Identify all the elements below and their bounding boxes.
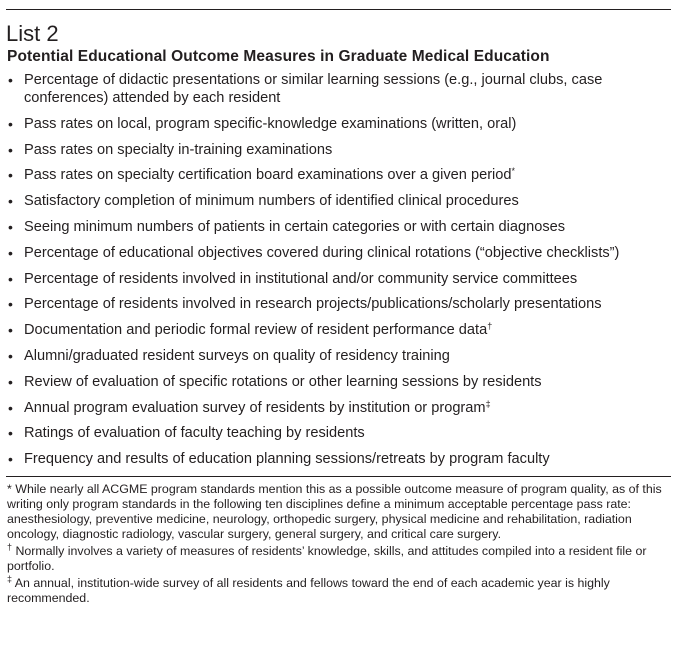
list-item-text: Documentation and periodic formal review of resident performance data xyxy=(24,322,488,339)
bullet-icon: • xyxy=(8,72,13,88)
bullet-icon: • xyxy=(8,322,13,339)
list-heading: Potential Educational Outcome Measures in Graduate Medical Education xyxy=(7,48,550,65)
list-item xyxy=(6,321,671,339)
bullet-icon: • xyxy=(8,141,13,158)
list-item-text: Seeing minimum numbers of patients in certain categories or with certain diagnoses xyxy=(24,218,566,235)
footnote xyxy=(7,573,671,606)
list-label: List 2 xyxy=(6,21,59,46)
list-item xyxy=(6,347,671,365)
bullet-icon: • xyxy=(8,193,13,210)
bullet-icon: • xyxy=(8,425,13,442)
footnotes xyxy=(6,482,671,606)
footnote-text: An annual, institution-wide survey of all residents and fellows toward the end of each academic year is highly recommended. xyxy=(7,575,610,605)
list-item-text: Percentage of residents involved in research projects/publications/scholarly presentations xyxy=(24,296,602,313)
footnote xyxy=(7,482,671,542)
top-rule xyxy=(6,9,671,10)
bullet-icon: • xyxy=(8,399,13,416)
list-item xyxy=(6,141,671,159)
list-item xyxy=(6,450,671,468)
footnote-text: While nearly all ACGME program standards mention this as a possible outcome measure of program quality, as of this writing only program standards in the following ten disciplines define a minimum acceptable percentage pass rate: anesthesiology, preventive medicine, neurology, orthopedic surgery, physical medicine and rehabilitation, radiation oncology, diagnostic radiology, vascular surgery, general surgery, and critical care surgery. xyxy=(7,481,662,541)
list-item-text: Annual program evaluation survey of residents by institution or program xyxy=(24,399,486,416)
footnote-text: Normally involves a variety of measures of residents’ knowledge, skills, and attitudes compiled into a resident file or portfolio. xyxy=(7,543,647,573)
bullet-icon: • xyxy=(8,115,13,132)
list-item xyxy=(6,270,671,288)
list-item-text: Percentage of residents involved in institutional and/or community service committees xyxy=(24,270,578,287)
list-item-text: Satisfactory completion of minimum numbers of identified clinical procedures xyxy=(24,193,519,210)
footnote-mark: ‡ xyxy=(485,398,491,409)
bullet-icon: • xyxy=(8,347,13,364)
footnote-mark: † xyxy=(7,541,13,552)
list-item xyxy=(6,71,671,107)
bullet-icon: • xyxy=(8,296,13,313)
bullet-icon: • xyxy=(8,270,13,287)
footnote-mark: † xyxy=(487,321,493,332)
list-item xyxy=(6,424,671,442)
footnote-rule xyxy=(6,476,671,477)
list-item-text: Pass rates on local, program specific-knowledge examinations (written, oral) xyxy=(24,115,517,132)
list-item-text: Review of evaluation of specific rotations or other learning sessions by residents xyxy=(24,373,542,390)
list-item-text: Pass rates on specialty in-training examinations xyxy=(24,141,333,158)
list-item xyxy=(6,295,671,313)
footnote-mark: ‡ xyxy=(7,573,13,584)
bullet-icon: • xyxy=(8,244,13,261)
outcome-measures-box xyxy=(6,9,671,606)
list-item-text: Percentage of educational objectives covered during clinical rotations (“objective checklists”) xyxy=(24,244,620,261)
bullet-icon: • xyxy=(8,373,13,390)
outcome-measures-list xyxy=(6,71,671,468)
list-item xyxy=(6,244,671,262)
footnote xyxy=(7,541,671,574)
bullet-icon: • xyxy=(8,218,13,235)
footnote-mark: * xyxy=(511,166,516,177)
list-item-text: Percentage of didactic presentations or similar learning sessions (e.g., journal clubs, case conferences) attended by each resident xyxy=(24,72,603,106)
list-item-text: Pass rates on specialty certification board examinations over a given period xyxy=(24,167,512,184)
list-item-text: Alumni/graduated resident surveys on quality of residency training xyxy=(24,347,450,364)
footnote-mark: * xyxy=(7,481,12,496)
list-item xyxy=(6,218,671,236)
bullet-icon: • xyxy=(8,451,13,468)
list-item xyxy=(6,115,671,133)
bullet-icon: • xyxy=(8,167,13,184)
list-item-text: Ratings of evaluation of faculty teaching by residents xyxy=(24,425,365,442)
list-item xyxy=(6,192,671,210)
list-item xyxy=(6,373,671,391)
list-item-text: Frequency and results of education planning sessions/retreats by program faculty xyxy=(24,451,550,468)
list-item xyxy=(6,166,671,184)
list-item xyxy=(6,399,671,417)
